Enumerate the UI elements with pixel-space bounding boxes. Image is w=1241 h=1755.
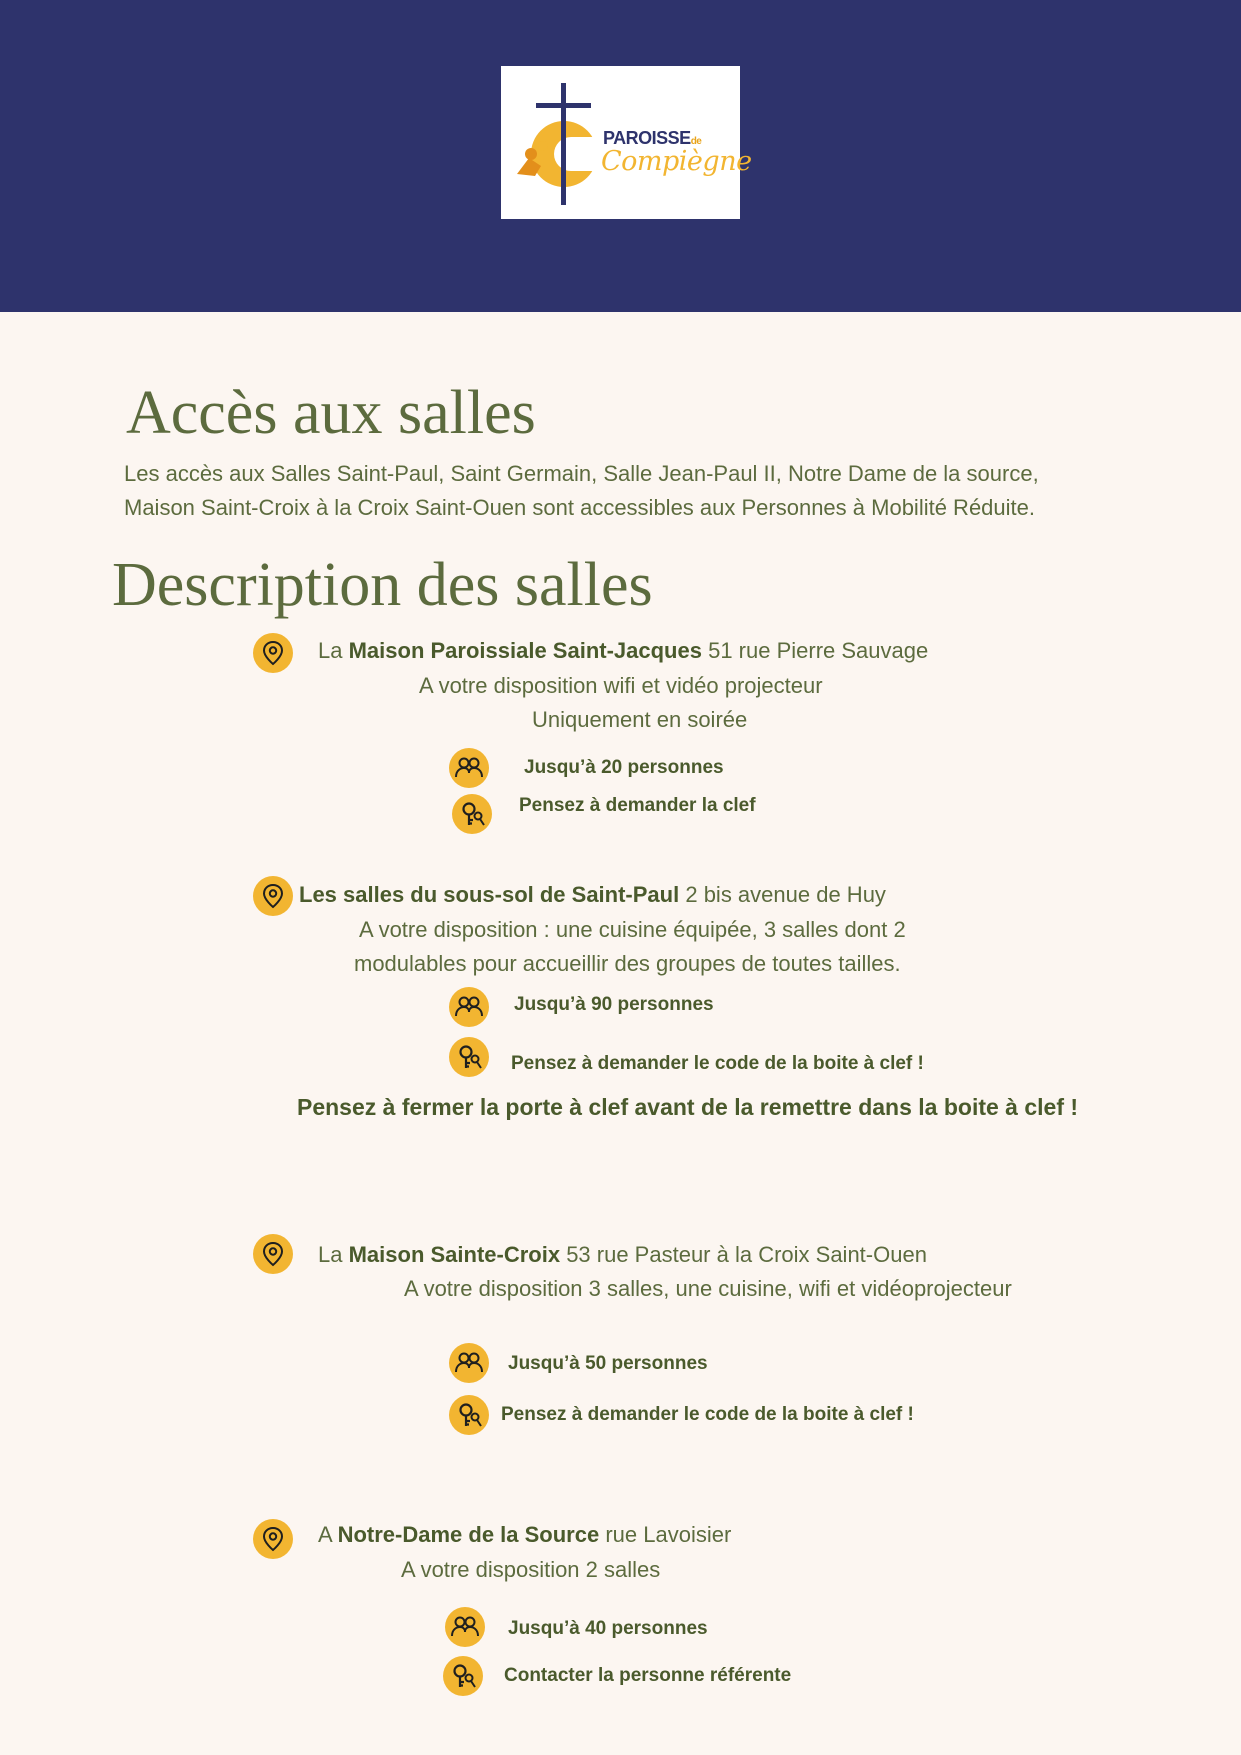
people-icon xyxy=(449,1343,489,1383)
capacity-label: Jusqu’à 20 personnes xyxy=(524,757,724,778)
venue-detail: A votre disposition 2 salles xyxy=(401,1557,661,1582)
keys-icon xyxy=(443,1656,483,1696)
parish-logo: PAROISSEde Compiègne xyxy=(501,66,740,219)
location-pin-icon xyxy=(253,1519,293,1559)
keys-icon xyxy=(449,1395,489,1435)
key-reminder: Pensez à demander la clef xyxy=(519,795,756,816)
capacity-label: Jusqu’à 90 personnes xyxy=(514,994,714,1015)
header-band xyxy=(0,0,1241,312)
acces-title: Accès aux salles xyxy=(126,379,536,447)
key-reminder: Pensez à demander le code de la boite à clef ! xyxy=(511,1053,924,1074)
people-icon xyxy=(445,1607,485,1647)
location-pin-icon xyxy=(253,633,293,673)
keys-icon xyxy=(449,1037,489,1077)
venue-heading: A Notre-Dame de la Source rue Lavoisier xyxy=(318,1522,732,1547)
venue-heading: La Maison Sainte-Croix 53 rue Pasteur à la Croix Saint-Ouen xyxy=(318,1242,927,1267)
venue-detail: modulables pour accueillir des groupes de toutes tailles. xyxy=(354,951,901,976)
people-icon xyxy=(449,987,489,1027)
venue-detail: A votre disposition : une cuisine équipée, 3 salles dont 2 xyxy=(359,917,906,942)
venue-heading: Les salles du sous-sol de Saint-Paul 2 bis avenue de Huy xyxy=(299,882,886,907)
description-title: Description des salles xyxy=(112,551,653,619)
key-reminder: Pensez à demander le code de la boite à clef ! xyxy=(501,1404,914,1425)
acces-intro: Les accès aux Salles Saint-Paul, Saint Germain, Salle Jean-Paul II, Notre Dame de la source, Maison Saint-Croix à la Croix Saint-Ouen sont accessibles aux Personnes à Mobilité Réduite. xyxy=(124,461,1039,520)
key-reminder: Contacter la personne référente xyxy=(504,1665,792,1686)
keys-icon xyxy=(452,794,492,834)
venue-heading: La Maison Paroissiale Saint-Jacques 51 rue Pierre Sauvage xyxy=(318,638,929,663)
venue-detail: A votre disposition 3 salles, une cuisine, wifi et vidéoprojecteur xyxy=(404,1276,1012,1301)
venue-detail: A votre disposition wifi et vidéo projecteur xyxy=(419,673,823,698)
venue-detail: Uniquement en soirée xyxy=(532,707,748,732)
capacity-label: Jusqu’à 50 personnes xyxy=(508,1353,708,1374)
location-pin-icon xyxy=(253,876,293,916)
people-icon xyxy=(449,748,489,788)
lock-warning: Pensez à fermer la porte à clef avant de la remettre dans la boite à clef ! xyxy=(297,1094,1079,1120)
capacity-label: Jusqu’à 40 personnes xyxy=(508,1618,708,1639)
location-pin-icon xyxy=(253,1234,293,1274)
